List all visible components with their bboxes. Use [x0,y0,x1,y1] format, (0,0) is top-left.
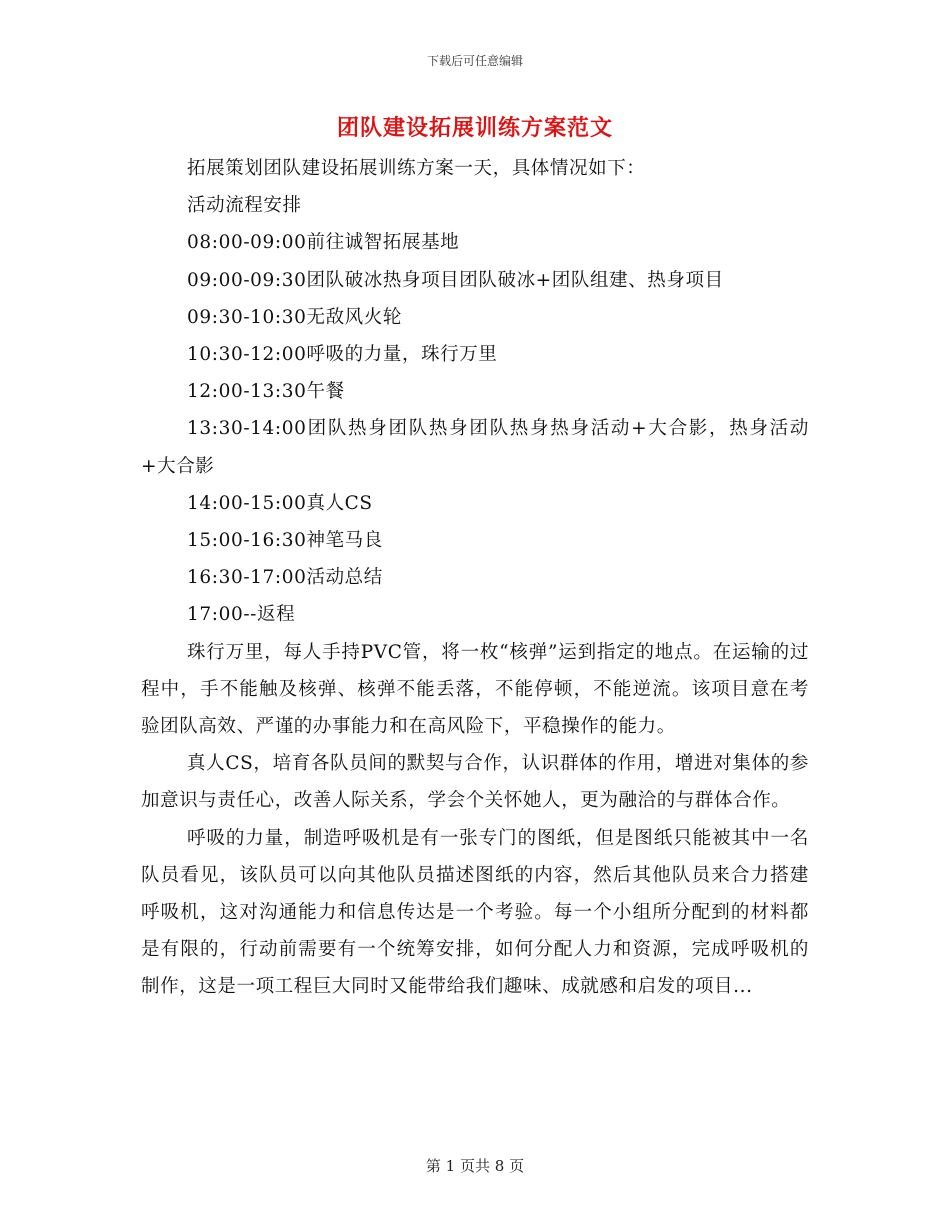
schedule-item: 13:30-14:00团队热身团队热身团队热身热身活动+大合影，热身活动+大合影 [141,418,809,477]
schedule-item: 09:00-09:30团队破冰热身项目团队破冰+团队组建、热身项目 [187,269,724,291]
document-body [141,150,809,1006]
document-title: 团队建设拓展训练方案范文 [336,115,613,141]
section-heading: 活动流程安排 [187,195,302,217]
schedule-item: 16:30-17:00活动总结 [187,567,383,589]
schedule-item: 17:00--返程 [187,604,296,626]
schedule-item: 08:00-09:00前往诚智拓展基地 [187,232,460,254]
schedule-item: 15:00-16:30神笔马良 [187,530,383,552]
intro-paragraph: 拓展策划团队建设拓展训练方案一天，具体情况如下： [187,158,646,179]
page-header: 下载后可任意编辑 [426,54,523,68]
schedule-item: 14:00-15:00真人CS [187,492,373,514]
schedule-item: 12:00-13:30午餐 [187,381,345,403]
body-paragraph: 珠行万里，每人手持PVC管，将一枚“核弹”运到指定的地点。在运输的过程中，手不能触及核弹、核弹不能丢落，不能停顿，不能逆流。该项目意在考验团队高效、严谨的办事能力和在高风险下，平稳操作的能力。 [141,641,809,738]
page-footer: 第 1 页共 8 页 [425,1157,525,1175]
body-paragraph: 真人CS，培育各队员间的默契与合作，认识群体的作用，增进对集体的参加意识与责任心，改善人际关系，学会个关怀她人，更为融洽的与群体合作。 [141,753,809,812]
schedule-item: 10:30-12:00呼吸的力量，珠行万里 [187,344,498,366]
schedule-item: 09:30-10:30无敌风火轮 [187,306,402,328]
body-paragraph: 呼吸的力量，制造呼吸机是有一张专门的图纸，但是图纸只能被其中一名队员看见，该队员可以向其他队员描述图纸的内容，然后其他队员来合力搭建呼吸机，这对沟通能力和信息传达是一个考验。每一个小组所分配到的材料都是有限的，行动前需要有一个统筹安排，如何分配人力和资源，完成呼吸机的制作，这是一项工程巨大同时又能带给我们趣味、成就感和启发的项目... [141,827,809,998]
